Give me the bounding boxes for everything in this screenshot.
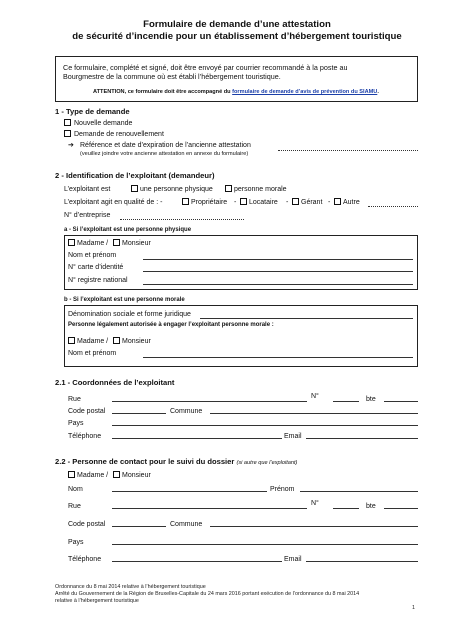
tenant-label: Locataire xyxy=(249,199,278,206)
national-register-field[interactable] xyxy=(143,284,413,285)
separator-dash: - xyxy=(234,199,237,206)
number-label: N° xyxy=(311,393,319,400)
intro-line1: Ce formulaire, complété et signé, doit être envoyé par courrier recommandé à la poste au xyxy=(63,63,348,72)
enterprise-number-field[interactable] xyxy=(120,219,244,220)
contact-box-label: bte xyxy=(366,503,376,510)
madame-checkbox-contact[interactable] xyxy=(68,471,75,478)
legal-person-label: personne morale xyxy=(234,186,287,193)
name-label-a: Nom et prénom xyxy=(68,252,117,259)
contact-box-field[interactable] xyxy=(384,501,418,509)
footer-line2: Arrêté du Gouvernement de la Région de Bruxelles-Capitale du 24 mars 2016 portant exécution de l’ordonnance du 8 mai 2014 xyxy=(55,591,360,597)
siamu-form-link[interactable]: formulaire de demande d’avis de prévention du SIAMU xyxy=(232,89,378,95)
contact-email-field[interactable] xyxy=(306,554,418,562)
number-field[interactable] xyxy=(333,394,359,402)
footer-line3: relative à l’hébergement touristique xyxy=(55,598,139,604)
section2-heading: 2 - Identification de l’exploitant (demandeur) xyxy=(55,171,215,180)
email-field[interactable] xyxy=(306,431,418,439)
id-card-field[interactable] xyxy=(143,271,413,272)
intro-line2: Bourgmestre de la commune où est établi l’hébergement touristique. xyxy=(63,72,281,81)
page-title-line1: Formulaire de demande d’une attestation xyxy=(143,19,331,30)
phone-field[interactable] xyxy=(112,431,282,439)
contact-number-label: N° xyxy=(311,500,319,507)
street-field[interactable] xyxy=(112,394,307,402)
box-number-field[interactable] xyxy=(384,394,418,402)
contact-firstname-label: Prénom xyxy=(270,486,295,493)
legal-person-subheading: b - Si l’exploitant est une personne morale xyxy=(64,297,185,303)
contact-email-label: Email xyxy=(284,556,302,563)
contact-phone-field[interactable] xyxy=(112,554,282,562)
company-name-field[interactable] xyxy=(200,318,413,319)
separator-dash: - xyxy=(328,199,331,206)
name-field-a[interactable] xyxy=(143,259,413,260)
physical-person-label: une personne physique xyxy=(140,186,213,193)
madame-label-contact: Madame / xyxy=(77,472,109,479)
madame-checkbox-b[interactable] xyxy=(68,337,75,344)
monsieur-checkbox-a[interactable] xyxy=(113,239,120,246)
enterprise-number-label: N° d’entreprise xyxy=(64,212,111,219)
section22-note: (si autre que l’exploitant) xyxy=(236,460,298,466)
previous-attestation-label: Référence et date d’expiration de l’ancienne attestation xyxy=(80,142,251,149)
section1-heading: 1 - Type de demande xyxy=(55,107,130,116)
section22-title: 2.2 - Personne de contact pour le suivi du dossier xyxy=(55,457,235,466)
monsieur-label-contact: Monsieur xyxy=(122,472,151,479)
physical-person-subheading: a - Si l’exploitant est une personne physique xyxy=(64,227,192,233)
madame-checkbox-a[interactable] xyxy=(68,239,75,246)
contact-number-field[interactable] xyxy=(333,501,359,509)
tenant-checkbox[interactable] xyxy=(240,198,247,205)
contact-lastname-field[interactable] xyxy=(112,484,267,492)
country-label: Pays xyxy=(68,420,84,427)
attention-prefix: ATTENTION, ce formulaire doit être accompagné du xyxy=(93,89,233,95)
authorized-person-label: Personne légalement autorisée à engager l’exploitant personne morale : xyxy=(68,322,274,328)
previous-attestation-note: (veuillez joindre votre ancienne attestation en annexe du formulaire) xyxy=(80,151,249,157)
contact-country-label: Pays xyxy=(68,539,84,546)
section22-heading xyxy=(55,458,297,467)
intro-box xyxy=(55,56,418,102)
footer-line1: Ordonnance du 8 mai 2014 relative à l’hébergement touristique xyxy=(55,584,206,590)
other-capacity-field[interactable] xyxy=(368,206,418,207)
new-request-label: Nouvelle demande xyxy=(74,120,133,127)
country-field[interactable] xyxy=(112,418,418,426)
postal-code-field[interactable] xyxy=(112,406,166,414)
new-request-checkbox[interactable] xyxy=(64,119,71,126)
section21-heading: 2.1 - Coordonnées de l’exploitant xyxy=(55,378,175,387)
renewal-checkbox[interactable] xyxy=(64,130,71,137)
attention-suffix: . xyxy=(377,89,379,95)
attention-note xyxy=(93,90,379,96)
contact-municipality-label: Commune xyxy=(170,521,203,528)
page-number: 1 xyxy=(412,605,415,611)
municipality-label: Commune xyxy=(170,408,203,415)
monsieur-label-a: Monsieur xyxy=(122,240,151,247)
previous-attestation-field[interactable] xyxy=(278,150,418,151)
email-label: Email xyxy=(284,433,302,440)
box-number-label: bte xyxy=(366,396,376,403)
separator-dash: - xyxy=(286,199,289,206)
exploitant-est-label: L’exploitant est xyxy=(64,186,111,193)
contact-municipality-field[interactable] xyxy=(210,519,418,527)
phone-label: Téléphone xyxy=(68,433,102,440)
contact-postal-field[interactable] xyxy=(112,519,166,527)
contact-postal-label: Code postal xyxy=(68,521,106,528)
contact-street-label: Rue xyxy=(68,503,81,510)
name-label-b: Nom et prénom xyxy=(68,350,117,357)
manager-label: Gérant xyxy=(301,199,323,206)
other-checkbox[interactable] xyxy=(334,198,341,205)
owner-label: Propriétaire xyxy=(191,199,228,206)
company-name-label: Dénomination sociale et forme juridique xyxy=(68,311,191,318)
contact-street-field[interactable] xyxy=(112,501,307,509)
capacity-label: L’exploitant agit en qualité de : - xyxy=(64,199,163,206)
physical-person-checkbox[interactable] xyxy=(131,185,138,192)
arrow-right-icon: ➔ xyxy=(68,142,74,149)
national-register-label: N° registre national xyxy=(68,277,128,284)
monsieur-checkbox-contact[interactable] xyxy=(113,471,120,478)
monsieur-label-b: Monsieur xyxy=(122,338,151,345)
owner-checkbox[interactable] xyxy=(182,198,189,205)
manager-checkbox[interactable] xyxy=(292,198,299,205)
contact-phone-label: Téléphone xyxy=(68,556,102,563)
madame-label-b: Madame / xyxy=(77,338,109,345)
contact-firstname-field[interactable] xyxy=(300,484,418,492)
municipality-field[interactable] xyxy=(210,406,418,414)
contact-country-field[interactable] xyxy=(112,537,418,545)
id-card-label: N° carte d’identité xyxy=(68,264,124,271)
street-label: Rue xyxy=(68,396,81,403)
legal-person-checkbox[interactable] xyxy=(225,185,232,192)
renewal-label: Demande de renouvellement xyxy=(74,131,164,138)
contact-lastname-label: Nom xyxy=(68,486,83,493)
page-title-line2: de sécurité d’incendie pour un établissement d’hébergement touristique xyxy=(72,31,402,42)
name-field-b[interactable] xyxy=(143,357,413,358)
monsieur-checkbox-b[interactable] xyxy=(113,337,120,344)
postal-code-label: Code postal xyxy=(68,408,106,415)
other-label: Autre xyxy=(343,199,360,206)
madame-label-a: Madame / xyxy=(77,240,109,247)
